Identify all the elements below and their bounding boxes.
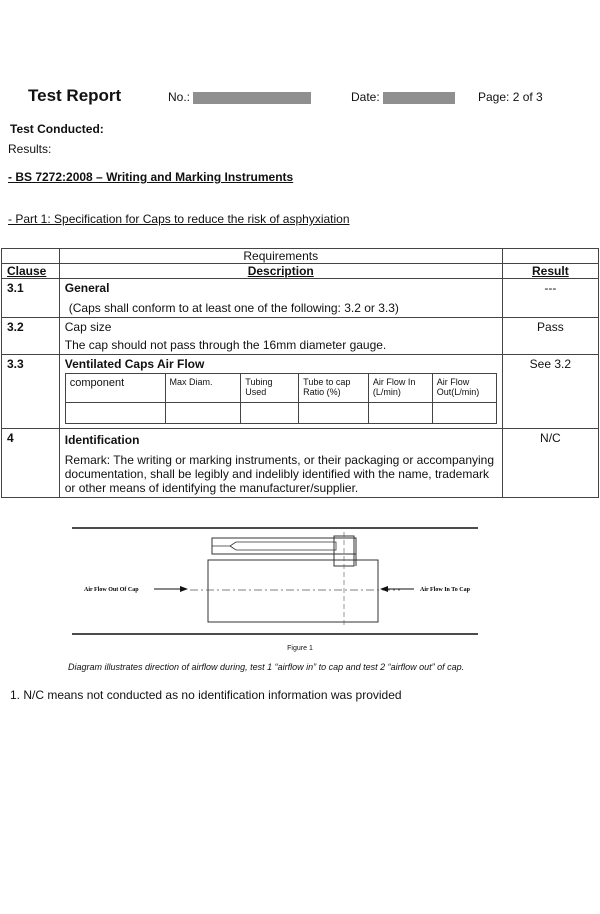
airflow-column-header: Air Flow Out(L/min) (432, 374, 496, 403)
figure-label: Figure 1 (287, 645, 313, 652)
airflow-column-header: Max Diam. (165, 374, 241, 403)
empty-cell (2, 249, 60, 264)
empty-cell (368, 403, 432, 424)
airflow-empty-row (65, 403, 496, 424)
test-conducted-label: Test Conducted: (10, 122, 104, 136)
airflow-column-header: component (65, 374, 165, 403)
clause-cell: 4 (2, 429, 60, 498)
description-cell (59, 318, 502, 355)
result-header: Result (502, 264, 598, 279)
description-header: Description (59, 264, 502, 279)
airflow-diagram (70, 522, 482, 642)
report-number-label: No.: (168, 90, 191, 104)
clause-text: Remark: The writing or marking instruments, or their packaging or accompanying documentation, shall be legibly and indelibly identified with the name, trademark or other means of identifying the manufacturer/supplier. (64, 453, 495, 495)
empty-cell (65, 403, 165, 424)
clause-text: (Caps shall conform to at least one of the following: 3.2 or 3.3) (68, 301, 399, 315)
airflow-column-header: Air Flow In (L/min) (368, 374, 432, 403)
empty-cell (299, 403, 369, 424)
part-title: - Part 1: Specification for Caps to reduce the risk of asphyxiation (8, 212, 350, 226)
cap-drawing (190, 532, 400, 626)
clause-header: Clause (2, 264, 60, 279)
description-cell (59, 429, 502, 498)
result-cell: See 3.2 (502, 355, 598, 429)
clause-cell: 3.1 (2, 279, 60, 318)
table-row (2, 318, 599, 355)
result-cell: N/C (502, 429, 598, 498)
redacted-date (383, 92, 455, 104)
clause-cell: 3.3 (2, 355, 60, 429)
empty-cell (241, 403, 299, 424)
report-title: Test Report (28, 86, 122, 105)
empty-cell (165, 403, 241, 424)
clause-cell: 3.2 (2, 318, 60, 355)
description-cell (59, 279, 502, 318)
footnote: 1. N/C means not conducted as no identification information was provided (10, 688, 402, 702)
results-label: Results: (8, 142, 52, 156)
arrow-out-icon (180, 586, 188, 592)
requirements-table (1, 248, 599, 498)
result-cell: --- (502, 279, 598, 318)
clause-title: General (64, 281, 110, 295)
table-row (2, 279, 599, 318)
page-number: Page: 2 of 3 (478, 90, 543, 104)
requirements-header: Requirements (59, 249, 502, 264)
description-cell (59, 355, 502, 429)
clause-title: Identification (64, 433, 140, 447)
standard-title: - BS 7272:2008 – Writing and Marking Instruments (8, 170, 294, 184)
clause-title: Cap size (64, 320, 112, 334)
table-row (2, 429, 599, 498)
clause-title: Ventilated Caps Air Flow (64, 357, 205, 371)
table-row (2, 355, 599, 429)
airflow-out-label: Air Flow Out Of Cap (84, 587, 139, 593)
report-date-label: Date: (351, 90, 380, 104)
report-date (351, 90, 455, 104)
clause-text: The cap should not pass through the 16mm diameter gauge. (64, 338, 387, 352)
result-cell: Pass (502, 318, 598, 355)
empty-cell (502, 249, 598, 264)
redacted-number (193, 92, 311, 104)
report-number (168, 90, 311, 104)
airflow-table (65, 373, 497, 424)
arrow-in-icon (380, 586, 388, 592)
diagram-caption: Diagram illustrates direction of airflow during, test 1 “airflow in” to cap and test 2 “airflow out” of cap. (68, 662, 465, 672)
airflow-in-label: Air Flow In To Cap (420, 587, 470, 593)
empty-cell (432, 403, 496, 424)
airflow-column-header: Tube to cap Ratio (%) (299, 374, 369, 403)
airflow-column-header: Tubing Used (241, 374, 299, 403)
